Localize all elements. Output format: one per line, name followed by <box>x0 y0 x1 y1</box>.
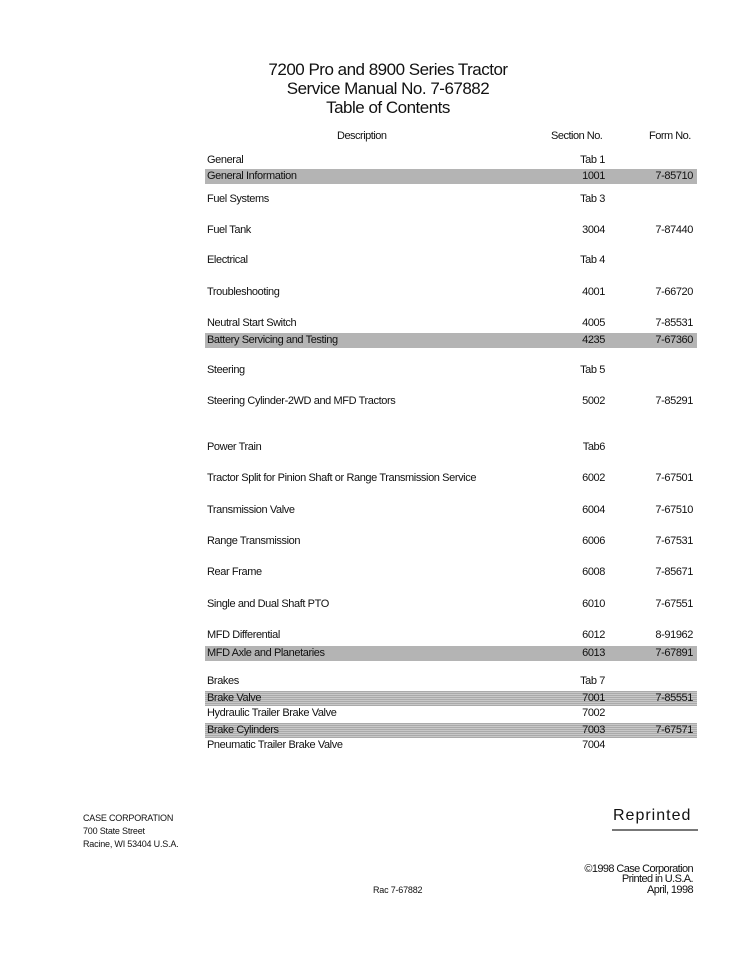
row-section: 7003 <box>582 724 605 736</box>
toc-row <box>205 597 697 612</box>
toc-row <box>205 503 697 518</box>
row-description: Transmission Valve <box>207 504 295 516</box>
row-section: 7002 <box>582 707 605 719</box>
row-section: 3004 <box>582 224 605 236</box>
row-section: 6010 <box>582 598 605 610</box>
form-header: Form No. <box>649 130 691 142</box>
row-section: 5002 <box>582 395 605 407</box>
toc-row <box>205 363 697 378</box>
toc-row <box>205 285 697 300</box>
row-description: Troubleshooting <box>207 286 280 298</box>
printed-in: Printed in U.S.A. <box>621 873 693 885</box>
row-description: Steering <box>207 364 245 376</box>
row-section: 6006 <box>582 535 605 547</box>
row-description: Range Transmission <box>207 535 301 547</box>
toc-row <box>205 691 697 706</box>
row-form: 8-91962 <box>655 629 693 641</box>
row-form: 7-85710 <box>655 170 693 182</box>
section-header: Section No. <box>551 130 603 142</box>
toc-row <box>205 471 697 486</box>
toc-row <box>205 628 697 643</box>
row-form: 7-67571 <box>655 724 693 736</box>
reprinted-underline <box>612 829 698 831</box>
toc-row <box>205 534 697 549</box>
row-section: 4005 <box>582 317 605 329</box>
print-date: April, 1998 <box>647 884 693 896</box>
row-section: 6013 <box>582 647 605 659</box>
manual-title: 7200 Pro and 8900 Series Tractor <box>268 60 508 79</box>
row-description: Neutral Start Switch <box>207 317 297 329</box>
toc-row <box>205 169 697 184</box>
row-description: Fuel Systems <box>207 193 269 205</box>
row-section: Tab6 <box>582 441 605 453</box>
company-name: CASE CORPORATION <box>83 813 174 823</box>
row-form: 7-85671 <box>655 566 693 578</box>
toc-row <box>205 706 697 721</box>
row-section: 4001 <box>582 286 605 298</box>
row-description: MFD Differential <box>207 629 280 641</box>
toc-row <box>205 674 697 689</box>
toc-row <box>205 440 697 455</box>
row-form: 7-85531 <box>655 317 693 329</box>
row-description: Fuel Tank <box>207 224 251 236</box>
row-section: 6004 <box>582 504 605 516</box>
row-section: Tab 1 <box>580 154 605 166</box>
row-section: Tab 5 <box>580 364 605 376</box>
reprinted-label: Reprinted <box>613 807 692 824</box>
row-description: Single and Dual Shaft PTO <box>207 598 329 610</box>
row-section: 7004 <box>582 739 605 751</box>
row-form: 7-67531 <box>655 535 693 547</box>
toc-row <box>205 192 697 207</box>
row-description: Electrical <box>207 254 248 266</box>
row-section: 1001 <box>582 170 605 182</box>
toc-row <box>205 223 697 238</box>
row-description: General <box>207 154 244 166</box>
row-section: 6008 <box>582 566 605 578</box>
row-description: Brake Valve <box>207 692 262 704</box>
row-description: Battery Servicing and Testing <box>207 334 338 346</box>
row-description: Pneumatic Trailer Brake Valve <box>207 739 343 751</box>
row-section: 6002 <box>582 472 605 484</box>
company-street: 700 State Street <box>83 826 145 836</box>
row-form: 7-85291 <box>655 395 693 407</box>
row-form: 7-87440 <box>655 224 693 236</box>
row-description: Brakes <box>207 675 239 687</box>
row-section: 6012 <box>582 629 605 641</box>
toc-row <box>205 394 697 409</box>
toc-heading: Table of Contents <box>326 98 450 117</box>
toc-row <box>205 316 697 331</box>
row-form: 7-67510 <box>655 504 693 516</box>
toc-row <box>205 646 697 661</box>
row-description: General Information <box>207 170 297 182</box>
company-city: Racine, WI 53404 U.S.A. <box>83 839 179 849</box>
rac-code: Rac 7-67882 <box>373 885 423 895</box>
copyright: ©1998 Case Corporation <box>584 863 693 875</box>
description-header: Description <box>337 130 387 142</box>
row-form: 7-67551 <box>655 598 693 610</box>
toc-row <box>205 723 697 738</box>
row-description: Steering Cylinder-2WD and MFD Tractors <box>207 395 396 407</box>
row-form: 7-67501 <box>655 472 693 484</box>
row-form: 7-66720 <box>655 286 693 298</box>
row-form: 7-67360 <box>655 334 693 346</box>
row-section: Tab 4 <box>580 254 605 266</box>
toc-row <box>205 253 697 268</box>
toc-row <box>205 333 697 348</box>
row-section: 7001 <box>582 692 605 704</box>
row-description: Tractor Split for Pinion Shaft or Range Transmission Service <box>207 472 477 484</box>
manual-number: Service Manual No. 7-67882 <box>286 79 490 98</box>
row-section: Tab 7 <box>580 675 605 687</box>
toc-row <box>205 153 697 168</box>
row-description: Brake Cylinders <box>207 724 279 736</box>
row-section: 4235 <box>582 334 605 346</box>
row-form: 7-67891 <box>655 647 693 659</box>
row-description: Power Train <box>207 441 262 453</box>
row-description: MFD Axle and Planetaries <box>207 647 325 659</box>
row-form: 7-85551 <box>655 692 693 704</box>
toc-row <box>205 565 697 580</box>
row-description: Hydraulic Trailer Brake Valve <box>207 707 337 719</box>
row-section: Tab 3 <box>580 193 605 205</box>
row-description: Rear Frame <box>207 566 262 578</box>
toc-row <box>205 738 697 753</box>
